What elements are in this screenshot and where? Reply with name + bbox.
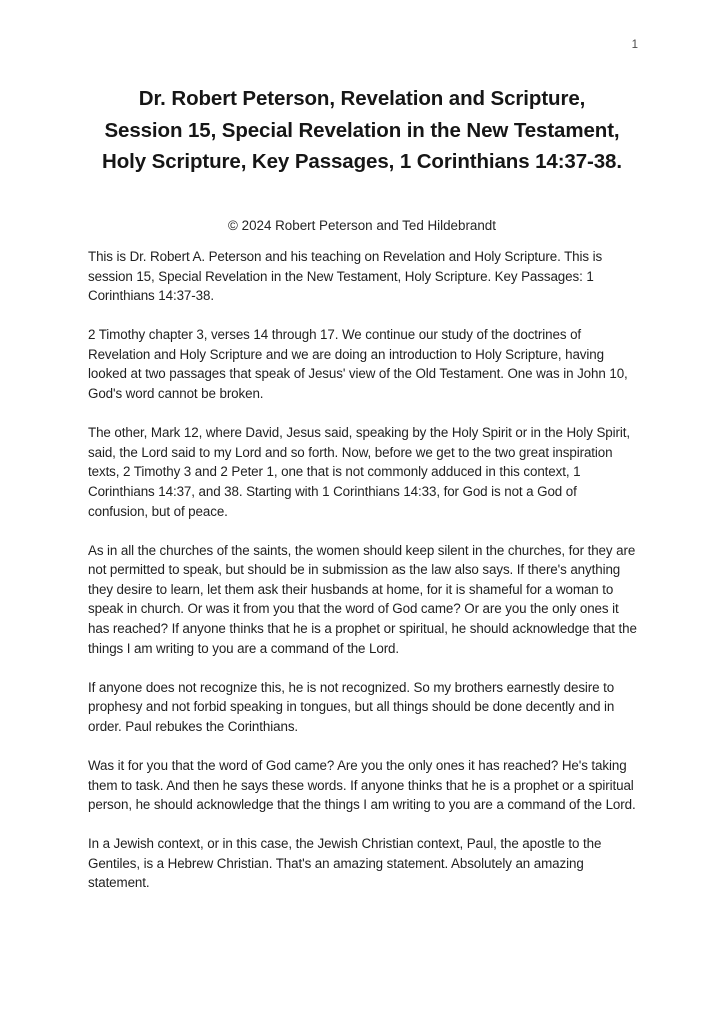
copyright-line: © 2024 Robert Peterson and Ted Hildebrandt: [228, 218, 496, 233]
paragraph-recognize: If anyone does not recognize this, he is not recognized. So my brothers earnestly desire to prophesy and not forbid speaking in tongues, but all things should be done decently and in order. Paul rebukes the Corinthians.: [88, 679, 615, 734]
paragraph-jewish-context: In a Jewish context, or in this case, the Jewish Christian context, Paul, the apostle to the Gentiles, is a Hebrew Christian. That's an amazing statement. Absolutely an amazing statement.: [88, 836, 602, 891]
page-number: 1: [631, 39, 638, 51]
document-title: Dr. Robert Peterson, Revelation and Scripture, Session 15, Special Revelation in the New Testament, Holy Scripture, Key Passages, 1 Corinthians 14:37-38.: [102, 87, 622, 174]
paragraph-word-of-god: Was it for you that the word of God came? Are you the only ones it has reached? He's taking them to task. And then he says these words. If anyone thinks that he is a prophet or a spiritual person, he should acknowledge that the things I am writing to you are a command of the Lord.: [88, 757, 636, 813]
paragraph-intro: This is Dr. Robert A. Peterson and his teaching on Revelation and Holy Scripture. This is session 15, Special Revelation in the New Testament, Holy Scripture. Key Passages: 1 Corinthians 14:37-38.: [88, 249, 603, 304]
paragraph-timothy-intro: 2 Timothy chapter 3, verses 14 through 17. We continue our study of the doctrines of Revelation and Holy Scripture and we are doing an introduction to Holy Scripture, having looked at two passages that speak of Jesus' view of the Old Testament. One was in John 10, God's word cannot be broken.: [88, 327, 628, 402]
paragraph-churches-quote: As in all the churches of the saints, the women should keep silent in the churches, for they are not permitted to speak, but should be in submission as the law also says. If there's anything they desire to learn, let them ask their husbands at home, for it is shameful for a woman to speak in church. Or was it from you that the word of God came? Or are you the only ones it has reached? If anyone thinks that he is a prophet or spiritual, he should acknowledge that the things I am writing to you are a command of the Lord.: [88, 542, 637, 656]
document-body: [88, 247, 640, 913]
paragraph-mark-12: The other, Mark 12, where David, Jesus said, speaking by the Holy Spirit or in the Holy Spirit, said, the Lord said to my Lord and so forth. Now, before we get to the two great inspiration texts, 2 Timothy 3 and 2 Peter 1, one that is not commonly adduced in this context, 1 Corinthians 14:37, and 38. Starting with 1 Corinthians 14:33, for God is not a God of confusion, but of peace.: [88, 425, 631, 519]
